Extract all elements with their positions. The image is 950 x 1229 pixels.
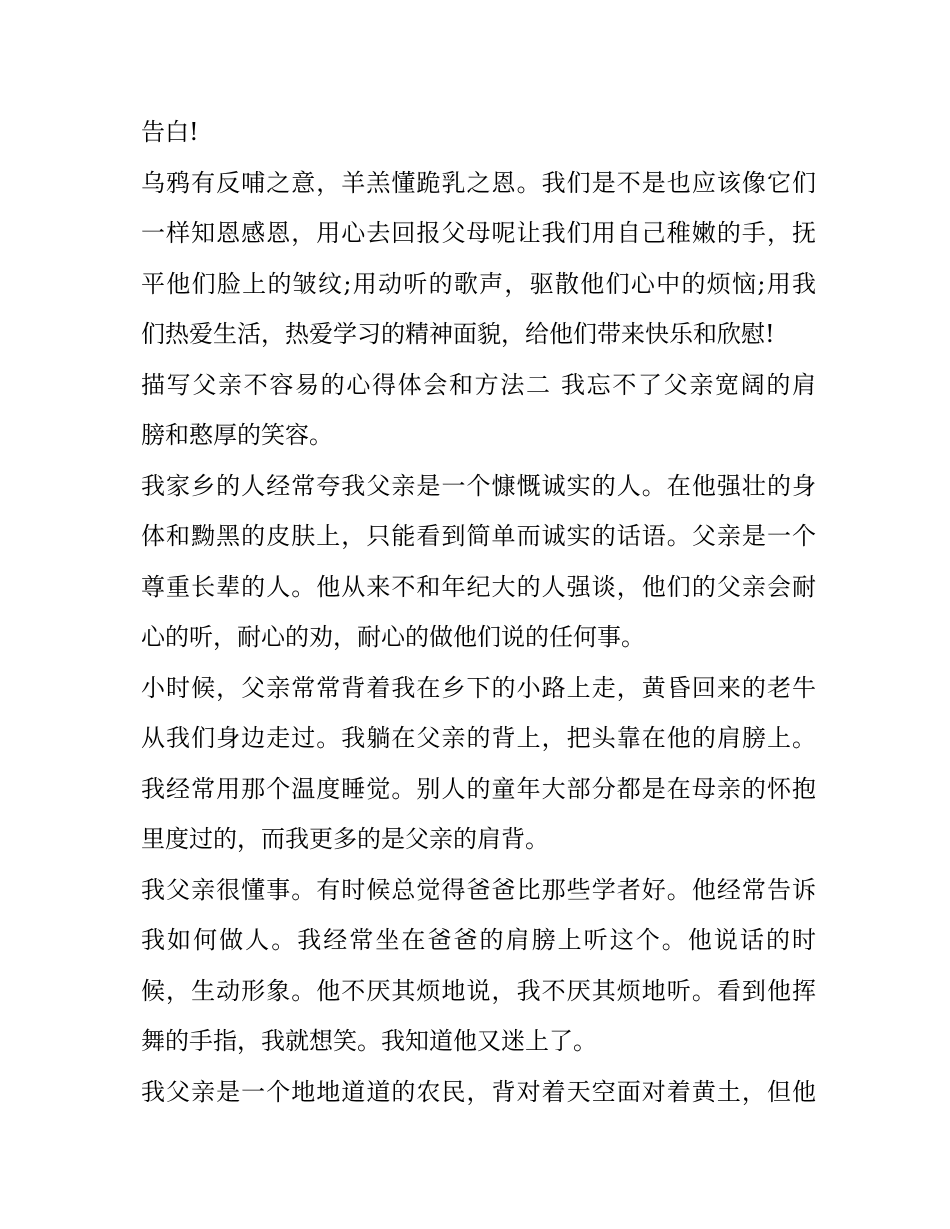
text-line: 我家乡的人经常夸我父亲是一个慷慨诚实的人。在他强壮的身	[141, 471, 816, 500]
text-line: 告白!	[141, 118, 199, 146]
text-line: 体和黝黑的皮肤上，只能看到简单而诚实的话语。父亲是一个	[141, 522, 816, 550]
text-line: 我如何做人。我经常坐在爸爸的肩膀上听这个。他说话的时	[141, 926, 816, 954]
text-line: 我父亲是一个地地道道的农民，背对着天空面对着黄土，但他	[141, 1077, 816, 1106]
text-line: 一样知恩感恩，用心去回报父母呢让我们用自己稚嫩的手，抚	[141, 219, 816, 247]
text-line: 里度过的，而我更多的是父亲的肩背。	[141, 825, 549, 853]
text-line: 们热爱生活，热爱学习的精神面貌，给他们带来快乐和欣慰!	[141, 320, 775, 348]
text-line: 尊重长辈的人。他从来不和年纪大的人强谈，他们的父亲会耐	[141, 572, 816, 601]
text-line: 我父亲很懂事。有时候总觉得爸爸比那些学者好。他经常告诉	[141, 875, 816, 904]
text-line: 描写父亲不容易的心得体会和方法二 我忘不了父亲宽阔的肩	[141, 370, 816, 399]
text-line: 我经常用那个温度睡觉。别人的童年大部分都是在母亲的怀抱	[141, 774, 816, 803]
text-line: 心的听，耐心的劝，耐心的做他们说的任何事。	[141, 623, 645, 651]
text-line: 平他们脸上的皱纹;用动听的歌声，驱散他们心中的烦恼;用我	[141, 269, 816, 298]
text-line: 小时候，父亲常常背着我在乡下的小路上走，黄昏回来的老牛	[141, 673, 816, 702]
text-line: 舞的手指，我就想笑。我知道他又迷上了。	[141, 1027, 597, 1055]
text-line: 乌鸦有反哺之意，羊羔懂跪乳之恩。我们是不是也应该像它们	[141, 168, 816, 197]
text-line: 膀和憨厚的笑容。	[141, 421, 333, 449]
text-line: 候，生动形象。他不厌其烦地说，我不厌其烦地听。看到他挥	[141, 976, 816, 1005]
document-text-body	[141, 107, 816, 1117]
text-line: 从我们身边走过。我躺在父亲的背上，把头靠在他的肩膀上。	[141, 724, 816, 752]
